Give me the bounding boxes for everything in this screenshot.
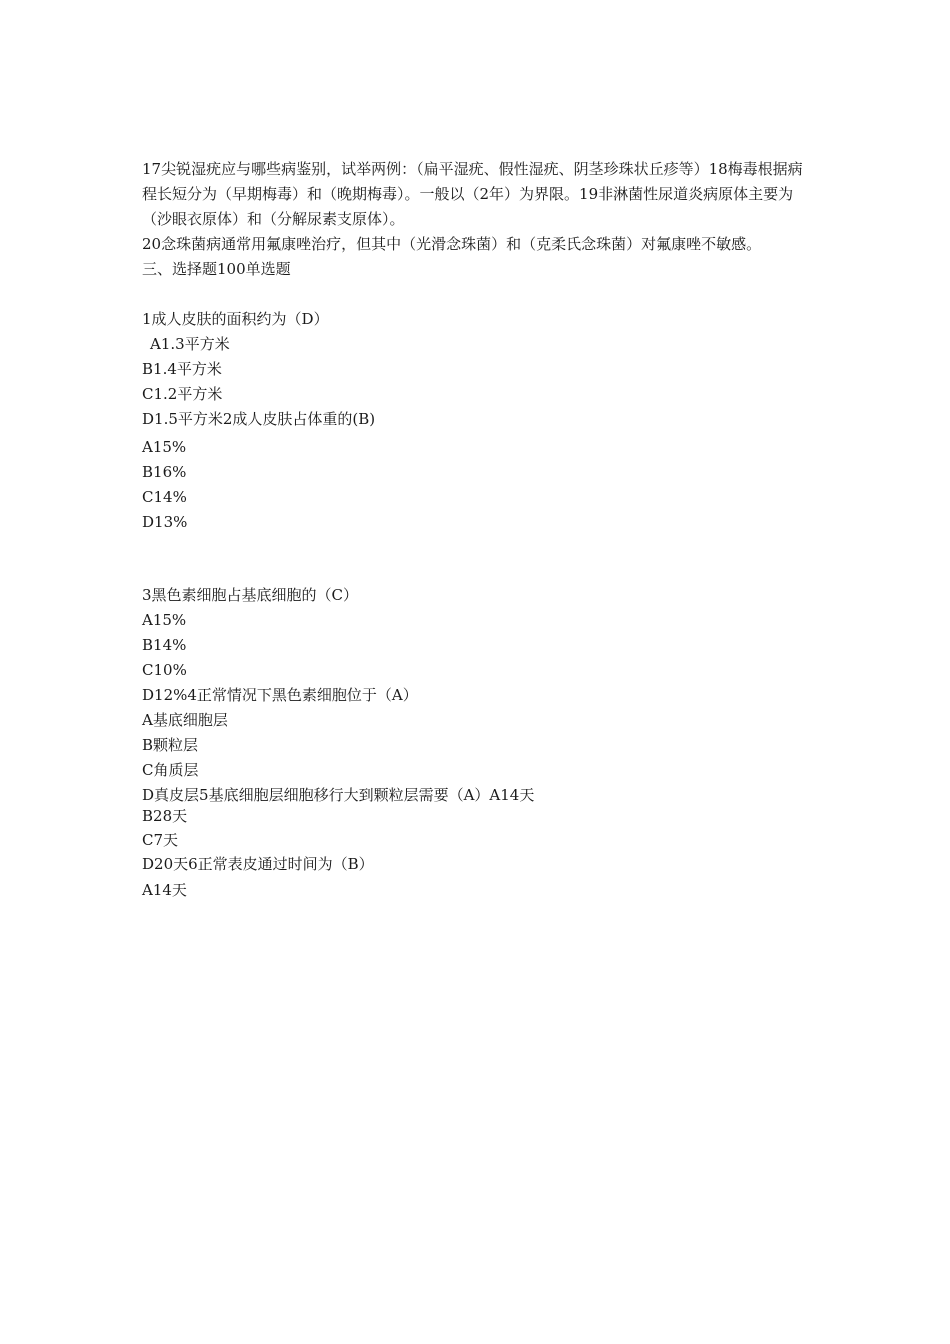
option-a: A15%	[142, 611, 187, 629]
option-d: D20天6正常表皮通过时间为（B）	[142, 855, 374, 873]
option-c: C角质层	[142, 761, 199, 779]
option-d: D12%4正常情况下黑色素细胞位于（A）	[142, 686, 418, 704]
option-d: D1.5平方米2成人皮肤占体重的(B)	[142, 410, 376, 428]
question-stem: 3黑色素细胞占基底细胞的（C）	[142, 586, 359, 604]
option-b: B14%	[142, 636, 187, 654]
option-b: B1.4平方米	[142, 360, 222, 378]
option-c: C10%	[142, 661, 187, 679]
section-heading	[142, 257, 902, 282]
option-c: C14%	[142, 488, 187, 506]
option-c: C7天	[142, 831, 179, 849]
option-a: A14天	[142, 881, 187, 899]
question-4-options	[142, 708, 902, 808]
option-c: C1.2平方米	[142, 385, 223, 403]
option-b: B28天	[142, 807, 188, 825]
question-5-options	[142, 804, 902, 903]
question-2-options	[142, 435, 902, 535]
option-a: A15%	[142, 438, 187, 456]
question-stem: 1成人皮肤的面积约为（D）	[142, 310, 329, 328]
text-line: （沙眼衣原体）和（分解尿素支原体）。	[142, 210, 405, 228]
option-b: B16%	[142, 463, 187, 481]
fill-in-answers	[142, 157, 902, 257]
option-d: D真皮层5基底细胞层细胞移行大到颗粒层需要（A）A14天	[142, 786, 535, 804]
question-1	[142, 307, 902, 432]
option-b: B颗粒层	[142, 736, 199, 754]
text-line: 20念珠菌病通常用氟康唑治疗，但其中（光滑念珠菌）和（克柔氏念珠菌）对氟康唑不敏感。	[142, 235, 762, 253]
option-d: D13%	[142, 513, 188, 531]
text-line: 17尖锐湿疣应与哪些病鉴别，试举两例：（扁平湿疣、假性湿疣、阴茎珍珠状丘疹等）18梅毒根据病	[142, 160, 803, 178]
option-a: A1.3平方米	[150, 335, 230, 353]
section-title: 三、选择题100单选题	[142, 260, 291, 278]
option-a: A基底细胞层	[142, 711, 228, 729]
text-line: 程长短分为（早期梅毒）和（晚期梅毒）。一般以（2年）为界限。19非淋菌性尿道炎病原体主要为	[142, 185, 794, 203]
question-3	[142, 583, 902, 708]
